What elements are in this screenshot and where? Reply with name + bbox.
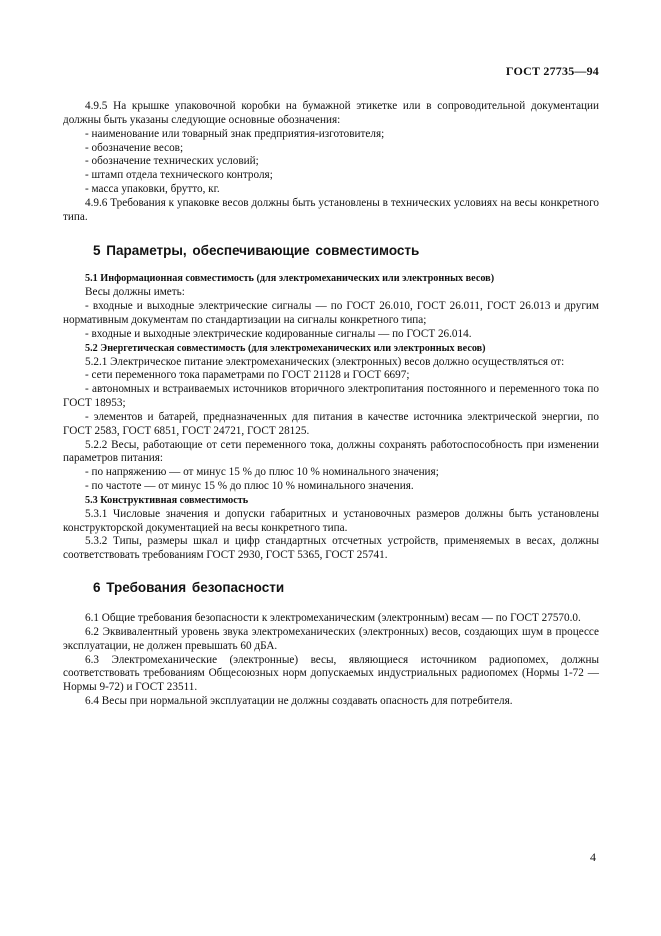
document-code-header: ГОСТ 27735—94 [505, 64, 599, 78]
paragraph-5-3-1: 5.3.1 Числовые значения и допуски габаритных и установочных размеров должны быть установлены конструкторской документацией на весы конкретного типа. [63, 507, 599, 534]
page-number: 4 [590, 850, 596, 864]
list-item: - автономных и встраиваемых источников вторичного электропитания постоянного и переменного тока по ГОСТ 18953; [63, 383, 599, 410]
list-item: - по частоте — от минус 15 % до плюс 10 % номинального значения. [85, 480, 414, 493]
list-item: - штамп отдела технического контроля; [85, 169, 273, 182]
paragraph-6-1: 6.1 Общие требования безопасности к электромеханическим (электронным) весам — по ГОСТ 27570.0. [85, 612, 581, 624]
list-item: - обозначение весов; [85, 141, 184, 154]
list-item: - по напряжению — от минус 15 % до плюс 10 % номинального значения; [85, 466, 439, 479]
paragraph-6-4: 6.4 Весы при нормальной эксплуатации не должны создавать опасность для потребителя. [85, 695, 513, 708]
paragraph-4-9-5: 4.9.5 На крышке упаковочной коробки на бумажной этикетке или в сопроводительной документации должны быть указаны следующие основные обозначения: [63, 100, 599, 126]
list-item: - обозначение технических условий; [85, 155, 259, 168]
document-body [63, 100, 599, 709]
list-item: - элементов и батарей, предназначенных для питания в качестве источника электрической энергии, по ГОСТ 2583, ГОСТ 6851, ГОСТ 24721, ГОСТ 28125. [63, 410, 599, 437]
paragraph-5-3-2: 5.3.2 Типы, размеры шкал и цифр стандартных отсчетных устройств, применяемых в весах, должны соответствовать требованиям ГОСТ 2930, ГОСТ 5365, ГОСТ 25741. [63, 535, 599, 562]
list-item: - входные и выходные электрические сигналы — по ГОСТ 26.010, ГОСТ 26.011, ГОСТ 26.013 и другим нормативным документам по стандартизации на сигналы конкретного типа; [63, 300, 599, 326]
list-item: - наименование или товарный знак предприятия-изготовителя; [85, 127, 385, 140]
paragraph-6-3: 6.3 Электромеханические (электронные) весы, являющиеся источником радиопомех, должны соответствовать требованиям Общесоюзных норм допускаемых индустриальных радиопомех (Нормы 1-72 — Нормы 9-72) и ГОСТ 23511. [63, 653, 599, 694]
paragraph-5-1-lead: Весы должны иметь: [85, 286, 185, 299]
subsection-5-3-title: 5.3 Конструктивная совместимость [85, 494, 249, 506]
subsection-5-2-title: 5.2 Энергетическая совместимость (для электромеханических или электронных весов) [85, 342, 486, 354]
subsection-5-1-title: 5.1 Информационная совместимость (для электромеханических или электронных весов) [85, 273, 495, 285]
section-5-heading: 5 Параметры, обеспечивающие совместимость [93, 242, 420, 258]
list-item: - сети переменного тока параметрами по ГОСТ 21128 и ГОСТ 6697; [85, 369, 410, 382]
paragraph-4-9-6: 4.9.6 Требования к упаковке весов должны быть установлены в технических условиях на весы конкретного типа. [63, 196, 599, 223]
list-item: - масса упаковки, брутто, кг. [85, 183, 220, 196]
section-6-heading: 6 Требования безопасности [93, 580, 285, 596]
list-item: - входные и выходные электрические кодированные сигналы — по ГОСТ 26.014. [85, 327, 472, 340]
paragraph-6-2: 6.2 Эквивалентный уровень звука электромеханических (электронных) весов, создающих шум в процессе эксплуатации, не должен превышать 60 дБА. [63, 625, 599, 652]
paragraph-5-2-1: 5.2.1 Электрическое питание электромеханических (электронных) весов должно осуществляться от: [85, 355, 565, 368]
paragraph-5-2-2: 5.2.2 Весы, работающие от сети переменного тока, должны сохранять работоспособность при изменении параметров питания: [63, 438, 599, 465]
